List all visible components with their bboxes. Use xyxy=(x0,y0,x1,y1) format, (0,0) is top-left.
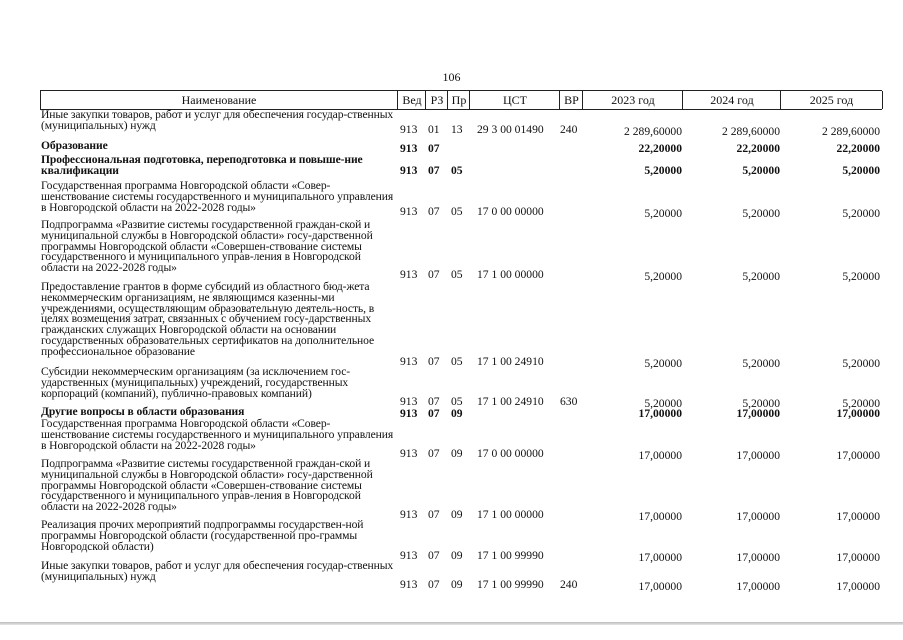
header-name: Наименование xyxy=(40,91,397,109)
row-cst: 17 1 00 00000 xyxy=(477,508,544,521)
row-rz: 07 xyxy=(428,447,440,460)
row-rz: 07 xyxy=(428,268,440,281)
header-2023: 2023 год xyxy=(582,91,683,109)
row-y2023: 17,00000 xyxy=(638,407,682,420)
row-y2024: 5,20000 xyxy=(742,397,780,410)
row-y2023: 2 289,60000 xyxy=(624,125,682,138)
row-vr: 630 xyxy=(560,395,578,408)
row-cst: 17 1 00 99990 xyxy=(477,578,544,591)
row-pr: 09 xyxy=(451,447,463,460)
row-y2023: 5,20000 xyxy=(644,164,682,177)
row-rz: 01 xyxy=(428,123,440,136)
header-2024: 2024 год xyxy=(682,91,781,109)
row-y2024: 22,20000 xyxy=(736,142,780,155)
row-y2025: 17,00000 xyxy=(836,407,880,420)
table-row xyxy=(40,110,882,141)
row-y2023: 5,20000 xyxy=(644,270,682,283)
row-y2025: 5,20000 xyxy=(842,357,880,370)
row-pr: 09 xyxy=(451,407,463,420)
row-y2024: 5,20000 xyxy=(742,207,780,220)
row-ved: 913 xyxy=(400,142,418,155)
row-y2024: 17,00000 xyxy=(736,580,780,593)
row-pr: 05 xyxy=(451,395,463,408)
table-row xyxy=(40,365,882,410)
row-y2023: 5,20000 xyxy=(644,397,682,410)
row-y2023: 5,20000 xyxy=(644,357,682,370)
row-rz: 07 xyxy=(428,549,440,562)
row-cst: 17 0 00 00000 xyxy=(477,205,544,218)
header-pr: Пр xyxy=(447,91,470,109)
table-row xyxy=(40,561,882,591)
header-rz: РЗ xyxy=(425,91,448,109)
row-pr: 05 xyxy=(451,205,463,218)
row-ved: 913 xyxy=(400,355,418,368)
row-rz: 07 xyxy=(428,142,440,155)
row-cst: 17 1 00 99990 xyxy=(477,549,544,562)
row-ved: 913 xyxy=(400,205,418,218)
table-body xyxy=(40,110,882,591)
row-ved: 913 xyxy=(400,164,418,177)
row-y2024: 5,20000 xyxy=(742,357,780,370)
row-pr: 05 xyxy=(451,268,463,281)
row-y2025: 17,00000 xyxy=(836,580,880,593)
row-y2024: 17,00000 xyxy=(736,510,780,523)
row-name: Профессиональная подготовка, переподготовка и повыше-ние квалификации xyxy=(41,153,363,177)
table-row xyxy=(40,220,882,282)
row-y2023: 17,00000 xyxy=(638,551,682,564)
row-y2025: 22,20000 xyxy=(836,142,880,155)
row-y2023: 17,00000 xyxy=(638,449,682,462)
row-ved: 913 xyxy=(400,578,418,591)
row-y2024: 17,00000 xyxy=(736,449,780,462)
table-header xyxy=(40,90,882,110)
row-name: Подпрограмма «Развитие системы государственной граждан-ской и муниципальной службы в Новгородской области» госу-дарственной программы Новгородской области «Совершен-ствование системы государственного и муниципального управ-ления в Новгородской области на 2022-2028 годы» xyxy=(41,457,373,514)
row-name: Подпрограмма «Развитие системы государственной граждан-ской и муниципальной службы в Новгородской области» госу-дарственной программы Новгородской области «Совершен-ствование системы государственного и муниципального управ-ления в Новгородской области на 2022-2028 годы» xyxy=(41,218,373,275)
row-ved: 913 xyxy=(400,447,418,460)
row-y2023: 17,00000 xyxy=(638,580,682,593)
row-y2025: 17,00000 xyxy=(836,449,880,462)
row-name: Предоставление грантов в форме субсидий из областного бюд-жета некоммерческим организациям, не являющимся казенны-ми учреждениями, осуществляющим образовательную деятель-ность, в целях возмещения затрат, связанных с обучением госу-дарственных гражданских служащих Новгородской области на основании государственных образовательных сертификатов на дополнительное профессиональное образование xyxy=(41,280,375,358)
row-pr: 09 xyxy=(451,508,463,521)
row-pr: 05 xyxy=(451,164,463,177)
row-y2025: 17,00000 xyxy=(836,510,880,523)
row-y2025: 5,20000 xyxy=(842,397,880,410)
row-cst: 17 1 00 24910 xyxy=(477,355,544,368)
row-y2024: 17,00000 xyxy=(736,551,780,564)
row-name: Другие вопросы в области образования xyxy=(41,405,245,418)
row-pr: 09 xyxy=(451,549,463,562)
table-row xyxy=(40,280,882,370)
row-y2025: 5,20000 xyxy=(842,164,880,177)
row-rz: 07 xyxy=(428,205,440,218)
header-cst: ЦСТ xyxy=(469,91,560,109)
row-rz: 07 xyxy=(428,164,440,177)
header-vr: ВР xyxy=(559,91,583,109)
row-y2025: 5,20000 xyxy=(842,207,880,220)
scan-edge xyxy=(0,622,903,625)
row-rz: 07 xyxy=(428,578,440,591)
row-cst: 17 1 00 24910 xyxy=(477,395,544,408)
row-y2024: 2 289,60000 xyxy=(722,125,780,138)
row-y2025: 5,20000 xyxy=(842,270,880,283)
row-name: Иные закупки товаров, работ и услуг для обеспечения государ-ственных (муниципальных) нужд xyxy=(41,108,394,132)
row-name: Иные закупки товаров, работ и услуг для обеспечения государ-ственных (муниципальных) нужд xyxy=(41,559,394,583)
row-pr: 09 xyxy=(451,578,463,591)
table-row xyxy=(40,457,882,523)
row-rz: 07 xyxy=(428,355,440,368)
row-cst: 29 3 00 01490 xyxy=(477,123,544,136)
row-y2024: 17,00000 xyxy=(736,407,780,420)
row-name: Государственная программа Новгородской области «Совер-шенствование системы государственного и муниципального управления в Новгородской области на 2022-2028 годы» xyxy=(41,417,394,452)
row-y2025: 17,00000 xyxy=(836,551,880,564)
row-vr: 240 xyxy=(560,578,578,591)
row-pr: 13 xyxy=(451,123,463,136)
header-2025: 2025 год xyxy=(780,91,883,109)
row-ved: 913 xyxy=(400,407,418,420)
header-ved: Вед xyxy=(397,91,426,109)
table-row xyxy=(40,417,882,462)
row-y2025: 2 289,60000 xyxy=(822,125,880,138)
row-pr: 05 xyxy=(451,355,463,368)
row-ved: 913 xyxy=(400,268,418,281)
row-rz: 07 xyxy=(428,395,440,408)
row-name: Образование xyxy=(41,139,108,152)
row-name: Субсидии некоммерческим организациям (за исключением гос-ударственных (муниципальных) учреждений, государственных корпораций (компаний), публично-правовых компаний) xyxy=(41,365,351,400)
row-y2023: 5,20000 xyxy=(644,207,682,220)
row-y2024: 5,20000 xyxy=(742,164,780,177)
row-ved: 913 xyxy=(400,395,418,408)
row-y2023: 22,20000 xyxy=(638,142,682,155)
page-number: 106 xyxy=(442,70,461,84)
row-name: Реализация прочих мероприятий подпрограммы государствен-ной программы Новгородской области (государственной про-граммы Новгородской области) xyxy=(41,518,364,553)
budget-table xyxy=(40,90,882,591)
row-ved: 913 xyxy=(400,123,418,136)
row-ved: 913 xyxy=(400,508,418,521)
row-rz: 07 xyxy=(428,508,440,521)
row-rz: 07 xyxy=(428,407,440,420)
row-vr: 240 xyxy=(560,123,578,136)
table-row xyxy=(40,181,882,220)
row-y2024: 5,20000 xyxy=(742,270,780,283)
table-row xyxy=(40,518,882,564)
row-name: Государственная программа Новгородской области «Совер-шенствование системы государственного и муниципального управления в Новгородской области на 2022-2028 годы» xyxy=(41,179,394,214)
row-y2023: 17,00000 xyxy=(638,510,682,523)
row-cst: 17 0 00 00000 xyxy=(477,447,544,460)
row-ved: 913 xyxy=(400,549,418,562)
row-cst: 17 1 00 00000 xyxy=(477,268,544,281)
table-row xyxy=(40,155,882,181)
